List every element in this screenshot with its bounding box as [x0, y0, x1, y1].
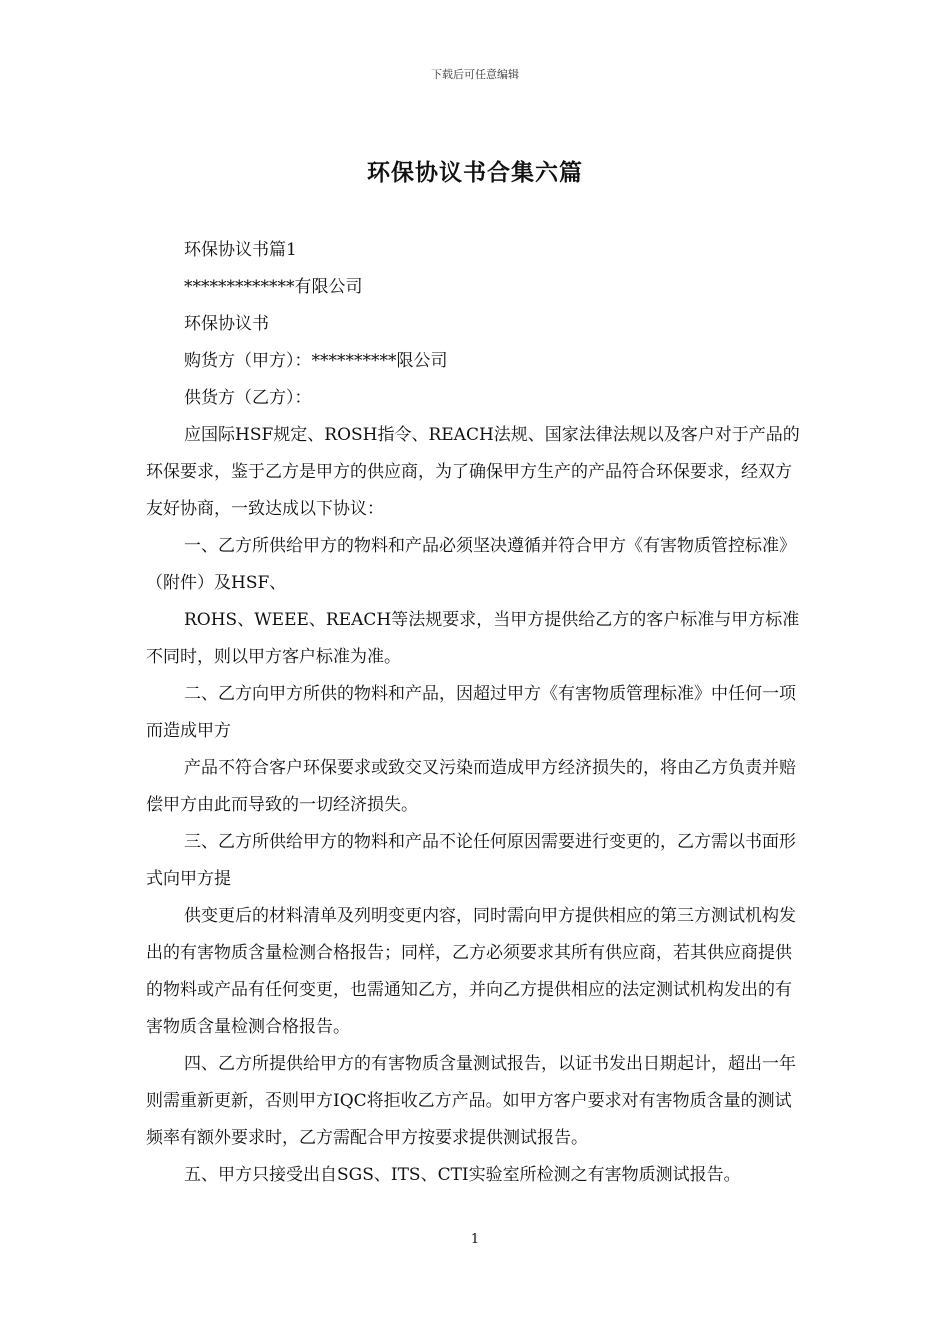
page-header: 下载后可任意编辑	[431, 68, 519, 81]
document-body	[146, 232, 806, 1194]
paragraph: 三、乙方所供给甲方的物料和产品不论任何原因需要进行变更的，乙方需以书面形式向甲方提	[146, 832, 796, 889]
paragraph: 供变更后的材料清单及列明变更内容，同时需向甲方提供相应的第三方测试机构发出的有害物质含量检测合格报告；同样，乙方必须要求其所有供应商，若其供应商提供的物料或产品有任何变更，也需通知乙方，并向乙方提供相应的法定测试机构发出的有害物质含量检测合格报告。	[146, 906, 796, 1037]
paragraph: 四、乙方所提供给甲方的有害物质含量测试报告，以证书发出日期起计，超出一年则需重新更新，否则甲方IQC将拒收乙方产品。如甲方客户要求对有害物质含量的测试频率有额外要求时，乙方需配合甲方按要求提供测试报告。	[146, 1054, 796, 1148]
paragraph: ROHS、WEEE、REACH等法规要求，当甲方提供给乙方的客户标准与甲方标准不同时，则以甲方客户标准为准。	[146, 610, 800, 667]
paragraph: 环保协议书篇1	[184, 240, 297, 260]
paragraph: 二、乙方向甲方所供的物料和产品，因超过甲方《有害物质管理标准》中任何一项而造成甲方	[146, 684, 796, 741]
paragraph: 供货方（乙方）：	[184, 388, 312, 408]
paragraph: 五、甲方只接受出自SGS、ITS、CTI实验室所检测之有害物质测试报告。	[184, 1165, 741, 1185]
paragraph: 购货方（甲方）：**********限公司	[184, 351, 448, 371]
paragraph: 产品不符合客户环保要求或致交叉污染而造成甲方经济损失的，将由乙方负责并赔偿甲方由此而导致的一切经济损失。	[146, 758, 796, 815]
paragraph: 一、乙方所供给甲方的物料和产品必须坚决遵循并符合甲方《有害物质管控标准》（附件）及HSF、	[146, 536, 796, 593]
paragraph: *************有限公司	[184, 277, 363, 297]
paragraph: 应国际HSF规定、ROSH指令、REACH法规、国家法律法规以及客户对于产品的环保要求，鉴于乙方是甲方的供应商，为了确保甲方生产的产品符合环保要求，经双方友好协商，一致达成以下协议：	[146, 425, 800, 519]
document-title: 环保协议书合集六篇	[367, 159, 583, 186]
paragraph: 环保协议书	[184, 314, 269, 334]
page-number: 1	[470, 1232, 480, 1247]
